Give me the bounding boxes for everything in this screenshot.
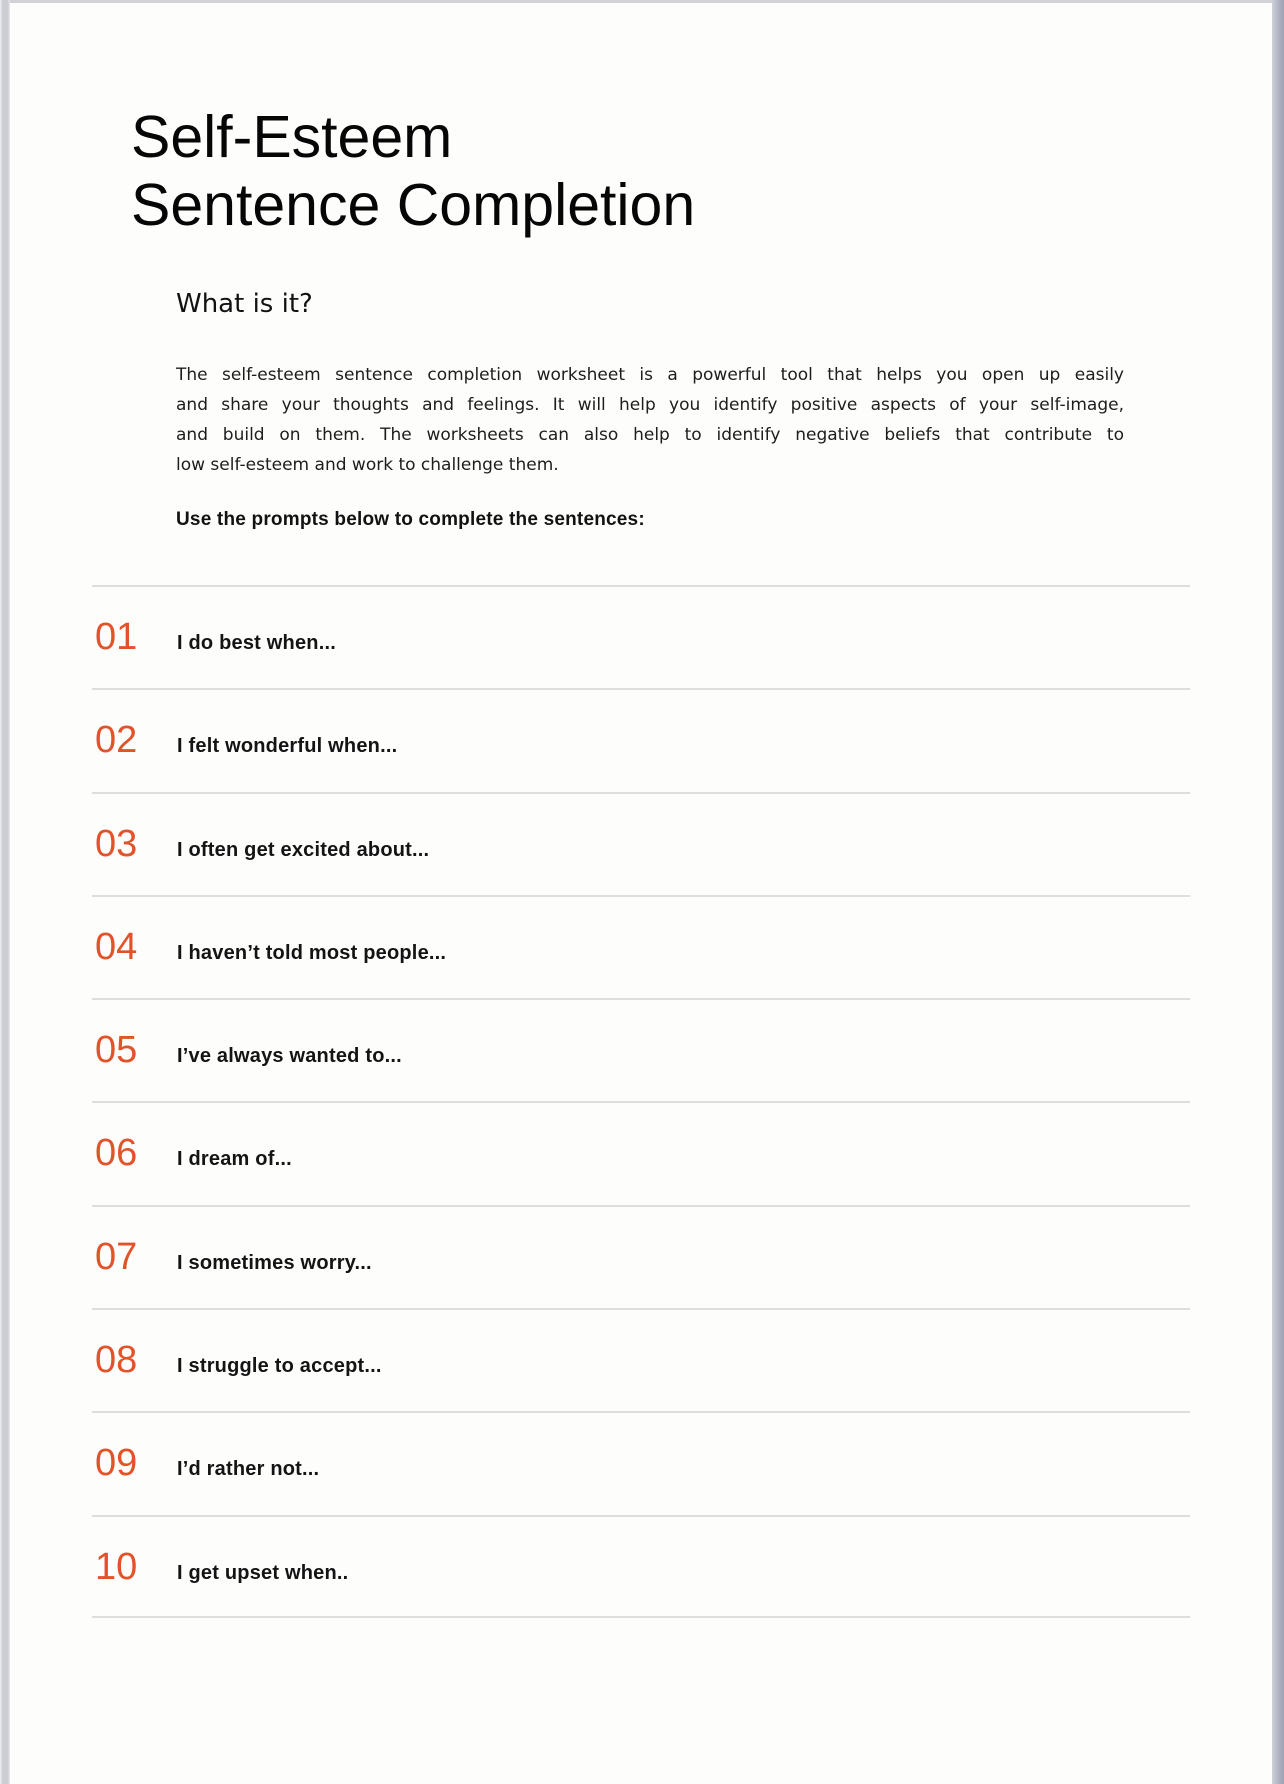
item-text: I often get excited about...: [177, 838, 430, 861]
item-text: I’d rather not...: [177, 1458, 320, 1481]
item-number: 04: [95, 925, 138, 968]
page-left-edge: [0, 0, 10, 1784]
item-number: 02: [95, 719, 138, 762]
item-text: I’ve always wanted to...: [177, 1045, 402, 1068]
paragraph-line: The self-esteem sentence completion worksheet is a powerful tool that helps you open up easily: [176, 365, 1124, 385]
prompt-list: [92, 585, 1190, 1618]
list-item: [92, 1308, 1190, 1411]
list-item: [92, 688, 1190, 791]
page-title: [131, 103, 695, 239]
item-number: 01: [95, 616, 138, 658]
list-item: [92, 1205, 1190, 1308]
page-right-edge: [1272, 0, 1284, 1784]
page-title-line1: Self-Esteem: [131, 104, 453, 170]
list-item: [92, 1101, 1190, 1204]
item-number: 05: [95, 1029, 138, 1072]
paragraph-line: and share your thoughts and feelings. It will help you identify positive aspects of your self-image,: [176, 395, 1124, 415]
page-title-line2: Sentence Completion: [131, 172, 696, 238]
intro-paragraph: [176, 360, 1124, 480]
instruction-text: Use the prompts below to complete the sentences:: [176, 509, 645, 530]
item-text: I sometimes worry...: [177, 1251, 372, 1274]
item-text: I struggle to accept...: [177, 1355, 382, 1378]
list-item: [92, 998, 1190, 1101]
list-item: [92, 1411, 1190, 1514]
item-number: 03: [95, 822, 138, 865]
paragraph-line: low self-esteem and work to challenge them.: [176, 455, 559, 475]
item-number: 10: [95, 1545, 138, 1588]
item-text: I get upset when..: [177, 1561, 349, 1584]
item-text: I dream of...: [177, 1148, 292, 1171]
page-top-edge: [10, 0, 1272, 3]
list-item: [92, 585, 1190, 688]
item-number: 08: [95, 1339, 138, 1382]
list-item: [92, 792, 1190, 895]
item-text: I felt wonderful when...: [177, 735, 398, 758]
item-number: 07: [95, 1235, 138, 1278]
section-heading: What is it?: [176, 289, 313, 319]
list-item: [92, 895, 1190, 998]
item-text: I haven’t told most people...: [177, 941, 447, 964]
paragraph-line: and build on them. The worksheets can also help to identify negative beliefs that contribute to: [176, 425, 1124, 445]
item-number: 09: [95, 1442, 138, 1485]
item-text: I do best when...: [177, 632, 336, 654]
item-number: 06: [95, 1132, 138, 1175]
list-item: [92, 1515, 1190, 1618]
